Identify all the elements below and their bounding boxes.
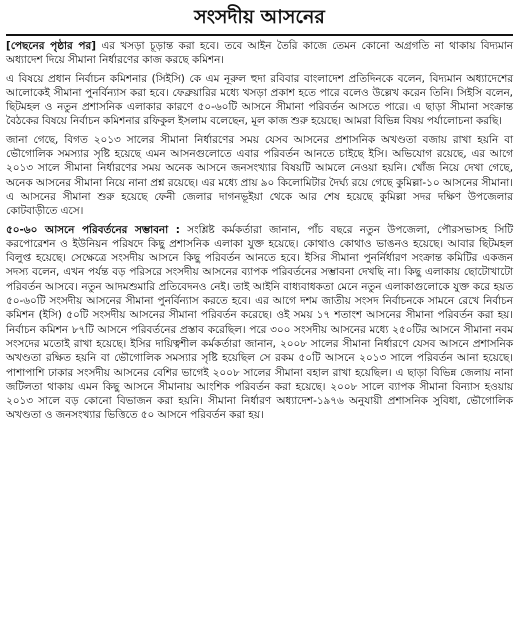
paragraph-1-text: এর খসড়া চূড়ান্ত করা হবে। তবে আইন তৈরি কাজে তেমন কোনো অগ্রগতি না থাকায় বিদ্যমান অধ্যাদেশ দিয়ে সীমানা নির্ধারণের কাজ করছে কমিশন। <box>6 40 513 67</box>
headline-divider <box>6 34 513 36</box>
paragraph-4-text: সংশ্লিষ্ট কর্মকর্তারা জানান, পাঁচ বছরে নতুন উপজেলা, পৌরসভাসহ সিটি করপোরেশন ও ইউনিয়ন পরিষদে কিছু প্রশাসনিক এলাকা যুক্ত হয়েছে। কোথাও কোথাও ভাঙনও হয়েছে। আবার ছিটমহল বিলুপ্ত হয়েছে। সেক্ষেত্রে সংসদীয় আসনে কিছু পরিবর্তন আনতে হবে। ইসির সীমানা পুনর্নির্ধারণ সংক্রান্ত কমিটির একজন সদস্য বলেন, এখন পর্যন্ত বড় পরিসরে সংসদীয় আসনের ব্যাপক পরিবর্তনের সম্ভাবনা দেখছি না। কিছু এলাকায় ছোটোখাটো পরিবর্তন আসবে। নতুন আদমশুমারি প্রতিবেদনও নেই। তাই আইনি বাধ্যবাধকতা মেনে নতুন এলাকাগুলোকে যুক্ত করে হয়ত ৫০-৬০টি সংসদীয় আসনের সীমানা পুনর্বিন্যাস করতে হবে। এর আগে দশম জাতীয় সংসদ নির্বাচনকে সামনে রেখে নির্বাচন কমিশন (ইসি) ৫০টি সংসদীয় আসনের সীমানা পরিবর্তন করেছে। ওই সময় ১৭ শতাংশ আসনের সীমানা পরিবর্তন করা হয়। নির্বাচন কমিশন ৮৭টি আসনে পরিবর্তনের প্রস্তাব করেছিল। পরে ৩০০ সংসদীয় আসনের মধ্যে ২৫০টির আসনে সীমানা নবম সংসদের মতোই রাখা হয়েছে। ইসির দায়িত্বশীল কর্মকর্তারা জানান, ২০০৮ সালের সীমানা নির্ধারণে যেসব আসনে প্রশাসনিক অখণ্ডতা রক্ষিত হয়নি বা ভৌগোলিক সমস্যার সৃষ্টি হয়েছিল সে রকম ৫০টি আসনে ২০১৩ সালে পরিবর্তন আনা হয়েছে। পাশাপাশি ঢাকার সংসদীয় আসনের বেশির ভাগেই ২০০৮ সালের সীমানা বহাল রাখা হয়েছিল। এ ছাড়া বিভিন্ন জেলায় নানা জটিলতা থাকায় এমন কিছু আসনে সীমানায় আংশিক পরিবর্তন করা হয়েছে। ২০০৮ সালে ব্যাপক সীমানা বিন্যাস হওয়ায় ২০১৩ সালে বড় কোনো বিভাজন করা হয়নি। সীমানা নির্ধারণ অধ্যাদেশ-১৯৭৬ অনুযায়ী প্রশাসনিক সুবিধা, ভৌগোলিক অখণ্ডতা ও জনসংখ্যার ভিত্তিতে ৫০ আসনে পরিবর্তন করা হয়। <box>6 223 513 422</box>
continued-label: [পেছনের পৃষ্ঠার পর] <box>6 40 96 52</box>
section-subhead: ৫০-৬০ আসনে পরিবর্তনের সম্ভাবনা : <box>6 223 180 236</box>
paragraph-3: জানা গেছে, বিগত ২০১৩ সালের সীমানা নির্ধারণের সময় যেসব আসনের প্রশাসনিক অখণ্ডতা বজায় রাখা হয়নি বা ভৌগোলিক সমস্যার সৃষ্টি হয়েছে এমন আসনগুলোতে এবার পরিবর্তন আনতে চাইছে ইসি। অভিযোগ রয়েছে, এর আগে ২০১৩ সালে সীমানা নির্ধারণের সময় অনেক আসনে জনসংখ্যার বিষয়টি আমলে নেওয়া হয়নি। খোঁজ নিয়ে দেখা গেছে, অনেক আসনের সীমানা নিয়ে নানা প্রশ্ন রয়েছে। এর মধ্যে প্রায় ৯০ কিলোমিটার দৈর্ঘ্য রয়ে গেছে কুমিল্লা-১০ আসনের সীমানা। এ আসনের সীমানা শুরু হয়েছে ফেনী জেলার দাগনভূইয়া থেকে আর শেষ হয়েছে কুমিল্লা সদর দক্ষিণ উপজেলার কোটবাড়ীতে এসে। <box>6 133 513 218</box>
news-clipping <box>0 4 519 625</box>
paragraph-2: এ বিষয়ে প্রধান নির্বাচন কমিশনার (সিইসি) কে এম নূরুল হুদা রবিবার বাংলাদেশ প্রতিদিনকে বলেন, বিদ্যমান অধ্যাদেশের আলোকেই সীমানা পুনর্বিন্যাস করা হবে। ফেব্রুয়ারির মধ্যে খসড়া প্রকাশ হতে পারে বলেও উল্লেখ করেন তিনি। সিইসি বলেন, ছিটমহল ও নতুন প্রশাসনিক এলাকার কারণে ৫০-৬০টি আসনে সীমানা পরিবর্তন আসতে পারে। এ ছাড়া সীমানা সংক্রান্ত বৈঠকের বিষয়ে নির্বাচন কমিশনার রফিকুল ইসলাম বলেছেন, মূল কাজ শুরু হয়েছে। আমরা বিভিন্ন বিষয় পর্যালোচনা করছি। <box>6 72 513 128</box>
article-body <box>6 39 513 423</box>
paragraph-4 <box>6 223 513 423</box>
article-headline: সংসদীয় আসনের <box>194 6 325 28</box>
paragraph-1 <box>6 39 513 68</box>
